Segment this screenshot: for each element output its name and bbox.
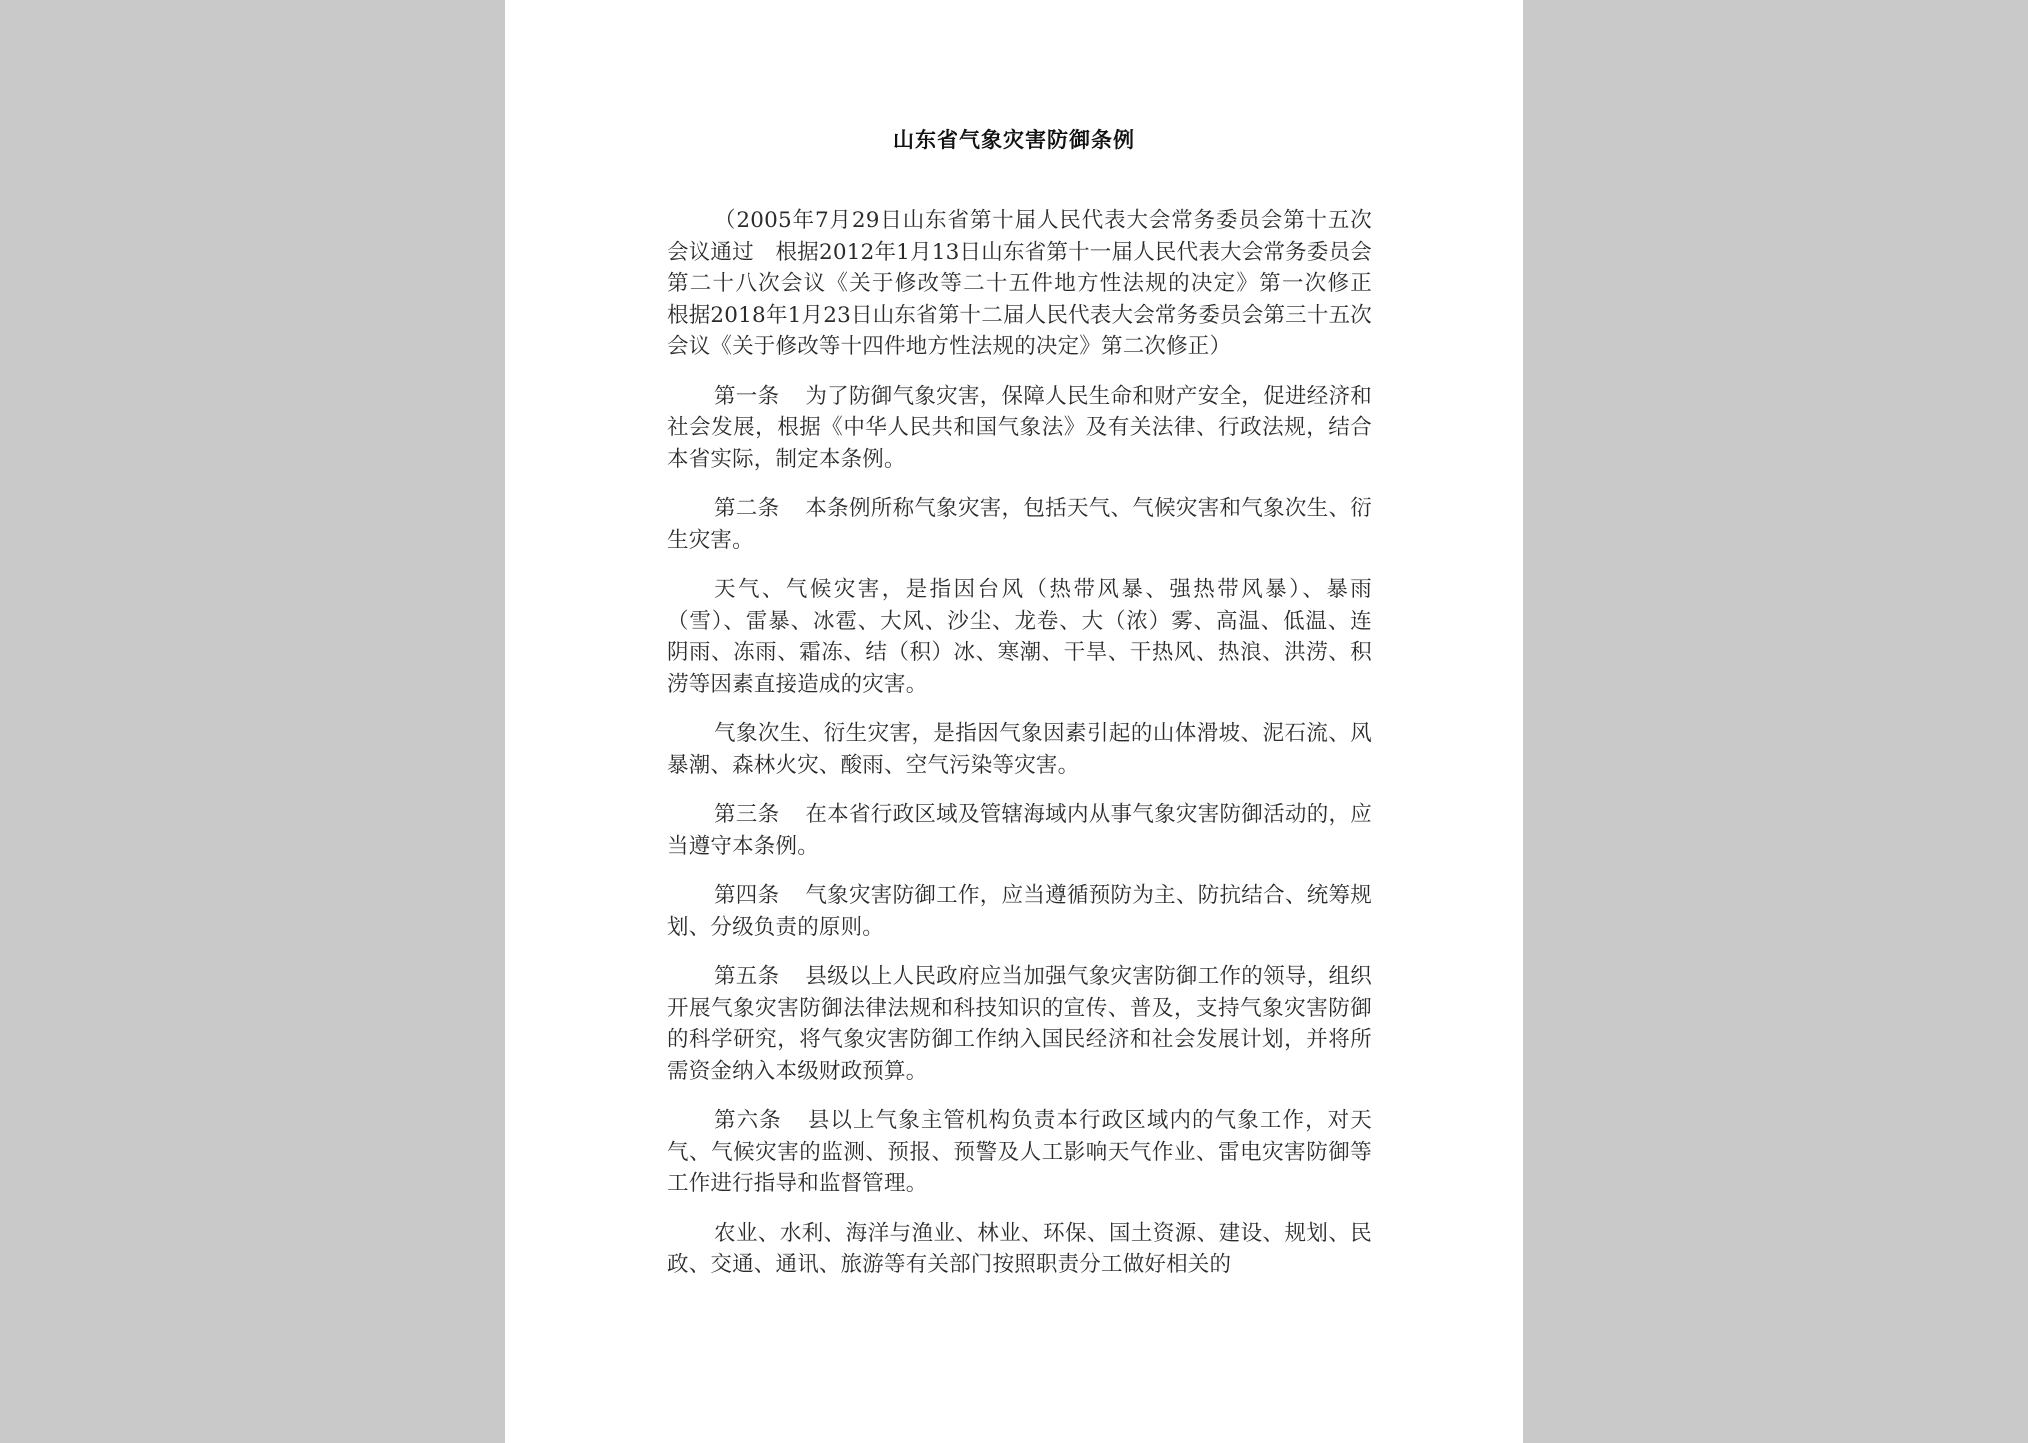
- article-3: [667, 799, 1372, 862]
- paragraph-text: 为了防御气象灾害，保障人民生命和财产安全，促进经济和社会发展，根据《中华人民共和国气象法》及有关法律、行政法规，结合本省实际，制定本条例。: [667, 383, 1372, 472]
- article-label: 第二条: [714, 496, 780, 521]
- preamble-paragraph: [667, 205, 1394, 363]
- paragraph-text: 本条例所称气象灾害，包括天气、气候灾害和气象次生、衍生灾害。: [667, 496, 1372, 553]
- article-label: 第六条: [714, 1108, 782, 1133]
- paragraph-text: 气象灾害防御工作，应当遵循预防为主、防抗结合、统筹规划、分级负责的原则。: [667, 883, 1372, 940]
- document-title: 山东省气象灾害防御条例: [893, 127, 1135, 152]
- paragraph-text: 天气、气候灾害，是指因台风（热带风暴、强热带风暴）、暴雨（雪）、雷暴、冰雹、大风、沙尘、龙卷、大（浓）雾、高温、低温、连阴雨、冻雨、霜冻、结（积）冰、寒潮、干旱、干热风、热浪、洪涝、积涝等因素直接造成的灾害。: [667, 577, 1372, 697]
- paragraph-text: 在本省行政区域及管辖海域内从事气象灾害防御活动的，应当遵守本条例。: [667, 802, 1372, 859]
- article-2-paragraph-3: [667, 718, 1372, 781]
- article-2: [667, 493, 1372, 556]
- article-1: [667, 381, 1372, 476]
- article-6-paragraph-2: [667, 1218, 1372, 1281]
- document-body: [667, 205, 1394, 1299]
- article-label: 第五条: [714, 964, 780, 989]
- article-4: [667, 880, 1372, 943]
- article-2-paragraph-2: [667, 574, 1372, 700]
- paragraph-text: 气象次生、衍生灾害，是指因气象因素引起的山体滑坡、泥石流、风暴潮、森林火灾、酸雨、空气污染等灾害。: [667, 721, 1372, 778]
- article-label: 第三条: [714, 802, 780, 827]
- paragraph-text: 县以上气象主管机构负责本行政区域内的气象工作，对天气、气候灾害的监测、预报、预警及人工影响天气作业、雷电灾害防御等工作进行指导和监督管理。: [667, 1108, 1372, 1196]
- paragraph-text: （2005年7月29日山东省第十届人民代表大会常务委员会第十五次会议通过 根据2012年1月13日山东省第十一届人民代表大会常务委员会第二十八次会议《关于修改等二十五件地方性法规的决定》第一次修正 根据2018年1月23日山东省第十二届人民代表大会常务委员会第三十五次会议《关于修改等十四件地方性法规的决定》第二次修正）: [667, 208, 1394, 359]
- article-label: 第一条: [714, 383, 780, 409]
- paragraph-text: 县级以上人民政府应当加强气象灾害防御工作的领导，组织开展气象灾害防御法律法规和科技知识的宣传、普及，支持气象灾害防御的科学研究，将气象灾害防御工作纳入国民经济和社会发展计划，并将所需资金纳入本级财政预算。: [667, 964, 1372, 1084]
- article-5: [667, 961, 1372, 1087]
- document-page: [505, 0, 1523, 1443]
- paragraph-text: 农业、水利、海洋与渔业、林业、环保、国土资源、建设、规划、民政、交通、通讯、旅游等有关部门按照职责分工做好相关的: [667, 1220, 1372, 1277]
- article-label: 第四条: [714, 883, 780, 908]
- article-6: [667, 1105, 1372, 1200]
